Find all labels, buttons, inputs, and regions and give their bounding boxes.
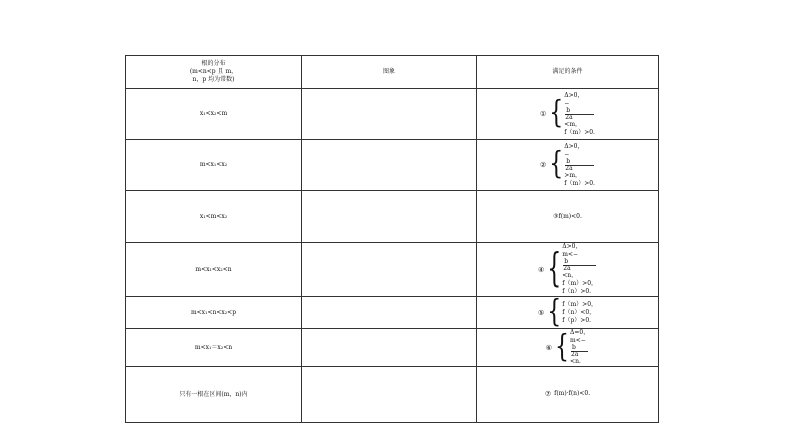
table-row xyxy=(126,297,659,329)
graph-cell xyxy=(302,329,477,367)
header-distribution: 根的分布 (m<n<p 且 m， n，p 均为常数) xyxy=(126,56,302,89)
graph-cell xyxy=(302,140,477,191)
conditions-cell: ④ { Δ>0， m<− b 2a <n， f（m）>0， f（n）>0. xyxy=(477,243,659,297)
distribution-cell: m<x₁<x₂ xyxy=(126,140,302,191)
marker: ⑥ xyxy=(545,343,553,352)
table-row xyxy=(126,140,659,191)
marker: ⑤ xyxy=(537,308,545,317)
graph-cell xyxy=(302,297,477,329)
table-row xyxy=(126,367,659,423)
brace-icon: { xyxy=(547,294,562,330)
graph-cell xyxy=(302,243,477,297)
distribution-cell: x₁<x₂<m xyxy=(126,89,302,140)
root-distribution-table xyxy=(125,55,659,423)
table-row xyxy=(126,243,659,297)
brace-icon: { xyxy=(547,246,562,292)
marker: ② xyxy=(540,161,547,169)
distribution-cell: 只有一根在区间(m，n)内 xyxy=(126,367,302,423)
graph-cell xyxy=(302,191,477,243)
brace-icon: { xyxy=(555,329,570,365)
distribution-cell: m<x₁<n<x₂<p xyxy=(126,297,302,329)
conditions-cell: ③ f(m)<0. xyxy=(477,191,659,243)
table-row xyxy=(126,329,659,367)
marker: ① xyxy=(540,110,547,118)
marker: ③ xyxy=(553,212,559,220)
distribution-cell: x₁<m<x₂ xyxy=(126,191,302,243)
graph-cell xyxy=(302,89,477,140)
table-row xyxy=(126,89,659,140)
marker: ⑦ xyxy=(544,390,552,398)
distribution-cell: m<x₁<x₂<n xyxy=(126,243,302,297)
header-conditions: 满足的条件 xyxy=(477,56,659,89)
conditions-cell: ⑥ { Δ=0， m<− b 2a <n. xyxy=(477,329,659,367)
header-graph: 图象 xyxy=(302,56,477,89)
conditions-cell: ⑦ f(m)·f(n)<0. xyxy=(477,367,659,423)
conditions-cell: ② { Δ>0， − b 2a >m， f（m）>0. xyxy=(477,140,659,191)
conditions-cell: ① { Δ>0， − b 2a <m， f（m）>0. xyxy=(477,89,659,140)
brace-icon: { xyxy=(549,95,564,131)
graph-cell xyxy=(302,367,477,423)
marker: ④ xyxy=(537,265,545,274)
brace-icon: { xyxy=(549,146,564,182)
table-row xyxy=(126,191,659,243)
header-row xyxy=(126,56,659,89)
distribution-cell: m<x₁＝x₂<n xyxy=(126,329,302,367)
conditions-cell: ⑤ { f（m）>0， f（n）<0， f（p）>0. xyxy=(477,297,659,329)
